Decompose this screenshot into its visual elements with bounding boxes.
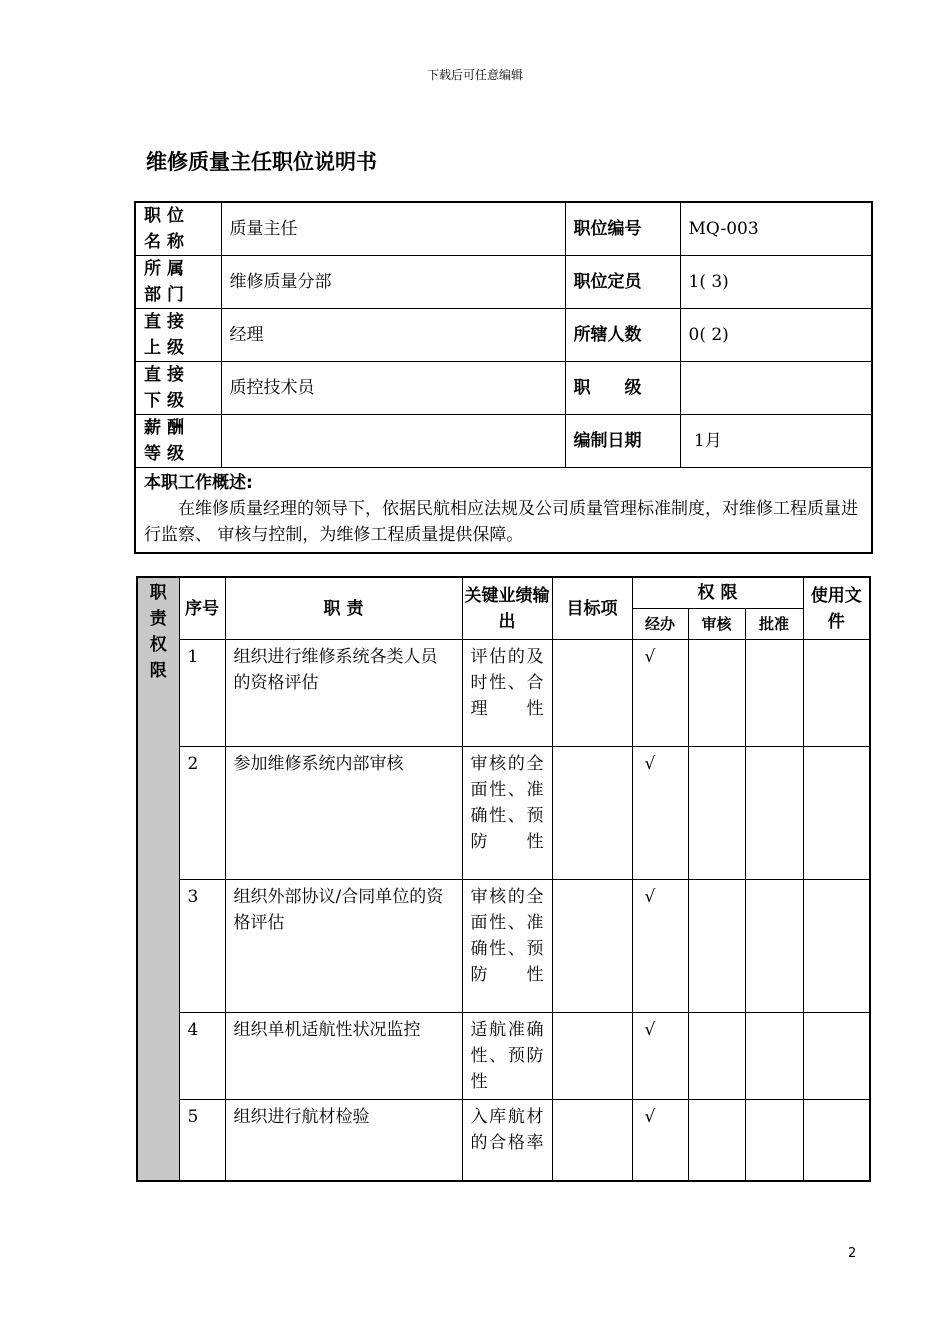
header-docs: 使用文件: [803, 577, 870, 640]
row-target: [552, 640, 632, 747]
info-label: 薪酬等级: [135, 415, 221, 468]
row-target: [552, 880, 632, 1013]
row-output: 评估的及时性、合理性: [462, 640, 552, 747]
row-review: [688, 880, 745, 1013]
header-duty: 职 责: [225, 577, 462, 640]
row-number: 4: [179, 1013, 225, 1100]
info-value: 质量主任: [221, 202, 565, 256]
table-row: [137, 880, 870, 1013]
info-row: [135, 309, 872, 362]
info-row: [135, 202, 872, 256]
row-target: [552, 1013, 632, 1100]
row-handle-check: √: [632, 1100, 688, 1181]
summary-label: 本职工作概述:: [144, 473, 253, 493]
row-docs: [803, 880, 870, 1013]
row-handle-check: √: [632, 1013, 688, 1100]
duties-table: [136, 576, 871, 1182]
duties-side-label-text: 职责权限: [149, 583, 167, 681]
row-review: [688, 1100, 745, 1181]
row-approve: [745, 747, 803, 880]
row-target: [552, 747, 632, 880]
row-approve: [745, 640, 803, 747]
row-number: 1: [179, 640, 225, 747]
info-label: 所属部门: [135, 256, 221, 309]
info-value: 质控技术员: [221, 362, 565, 415]
info-label: 直接上级: [135, 309, 221, 362]
row-handle-check: √: [632, 880, 688, 1013]
row-output: 审核的全面性、准确性、预防性: [462, 747, 552, 880]
header-note: 下载后可任意编辑: [426, 68, 523, 82]
duties-side-label: [137, 577, 179, 1181]
row-number: 5: [179, 1100, 225, 1181]
info-value: [680, 362, 872, 415]
header-seq: 序号: [179, 577, 225, 640]
row-output: 审核的全面性、准确性、预防性: [462, 880, 552, 1013]
row-approve: [745, 1013, 803, 1100]
header-output: 关键业绩输出: [462, 577, 552, 640]
row-review: [688, 1013, 745, 1100]
info-label: 直接下级: [135, 362, 221, 415]
info-value: 维修质量分部: [221, 256, 565, 309]
summary-row: [135, 468, 872, 554]
info-value: [221, 415, 565, 468]
row-duty: 组织进行维修系统各类人员的资格评估: [225, 640, 462, 747]
info-label: 所辖人数: [565, 309, 680, 362]
info-label: 职 级: [565, 362, 680, 415]
table-row: [137, 1100, 870, 1181]
info-row: [135, 256, 872, 309]
header-target: 目标项: [552, 577, 632, 640]
position-info-table: [134, 201, 873, 554]
page-number: 2: [848, 1246, 857, 1261]
info-value: 1月: [680, 415, 872, 468]
info-label: 职位名称: [135, 202, 221, 256]
row-output: 入库航材的合格率: [462, 1100, 552, 1181]
info-row: [135, 415, 872, 468]
document-title: 维修质量主任职位说明书: [146, 150, 377, 174]
row-approve: [745, 880, 803, 1013]
info-value: 1( 3): [680, 256, 872, 309]
info-value: 经理: [221, 309, 565, 362]
row-approve: [745, 1100, 803, 1181]
row-review: [688, 640, 745, 747]
info-value: MQ-003: [680, 202, 872, 256]
table-row: [137, 747, 870, 880]
table-row: [137, 1013, 870, 1100]
row-target: [552, 1100, 632, 1181]
row-docs: [803, 1013, 870, 1100]
header-authority: 权 限: [632, 577, 803, 609]
info-value: 0( 2): [680, 309, 872, 362]
row-duty: 参加维修系统内部审核: [225, 747, 462, 880]
row-duty: 组织外部协议/合同单位的资格评估: [225, 880, 462, 1013]
row-review: [688, 747, 745, 880]
row-number: 3: [179, 880, 225, 1013]
row-docs: [803, 640, 870, 747]
header-review: 审核: [688, 609, 745, 640]
row-handle-check: √: [632, 747, 688, 880]
info-label: 职位编号: [565, 202, 680, 256]
summary-text: 在维修质量经理的领导下，依据民航相应法规及公司质量管理标准制度，对维修工程质量进行监察、 审核与控制，为维修工程质量提供保障。: [144, 499, 858, 545]
summary-cell: [135, 468, 872, 554]
table-row: [137, 640, 870, 747]
row-output: 适航准确性、预防性: [462, 1013, 552, 1100]
info-row: [135, 362, 872, 415]
row-duty: 组织单机适航性状况监控: [225, 1013, 462, 1100]
header-handle: 经办: [632, 609, 688, 640]
header-approve: 批准: [745, 609, 803, 640]
info-label: 职位定员: [565, 256, 680, 309]
row-number: 2: [179, 747, 225, 880]
row-handle-check: √: [632, 640, 688, 747]
info-label: 编制日期: [565, 415, 680, 468]
row-docs: [803, 1100, 870, 1181]
row-docs: [803, 747, 870, 880]
row-duty: 组织进行航材检验: [225, 1100, 462, 1181]
